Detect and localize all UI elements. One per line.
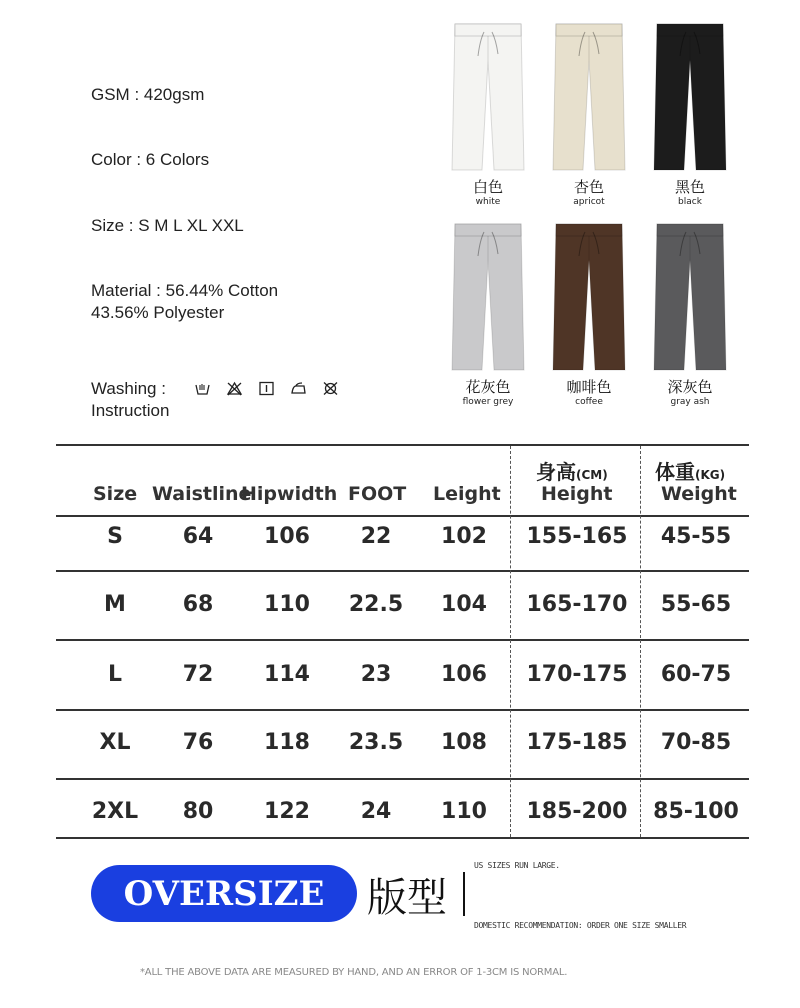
header-height-en: Height (541, 483, 613, 505)
spec-washing-line2: Instruction (91, 401, 170, 420)
color-name-zh: 深灰色 (667, 378, 713, 396)
color-swatch (650, 220, 730, 407)
header-hipwidth: Hipwidth (241, 483, 338, 505)
header-leight: Leight (433, 483, 501, 505)
spec-washing-line1: Washing : (91, 379, 166, 398)
spec-size: Size : S M L XL XXL (91, 216, 244, 235)
table-cell: 165-170 (526, 592, 628, 617)
header-size: Size (93, 483, 138, 505)
table-cell: 76 (182, 730, 214, 755)
spec-color: Color : 6 Colors (91, 150, 210, 169)
color-swatch (448, 20, 528, 207)
header-waistline: Waistline (152, 483, 252, 505)
table-column-divider (640, 446, 641, 837)
color-swatch (650, 20, 730, 207)
spec-material-line1: Material : 56.44% Cotton (91, 281, 279, 300)
fit-divider (463, 872, 465, 916)
color-name-en: apricot (573, 197, 605, 207)
no-bleach-icon (226, 381, 243, 396)
oversize-badge: OVERSIZE (91, 865, 357, 922)
size-table (56, 444, 749, 840)
table-cell: 114 (264, 662, 310, 687)
table-cell: 55-65 (660, 592, 732, 617)
table-cell: 68 (182, 592, 214, 617)
size-cell: S (107, 524, 123, 549)
pants-image (448, 220, 528, 372)
table-cell: 22.5 (348, 592, 404, 617)
size-cell: 2XL (91, 799, 139, 824)
footer-note: *ALL THE ABOVE DATA ARE MEASURED BY HAND, AND AN ERROR OF 1-3CM IS NORMAL. (140, 967, 568, 978)
table-cell: 23 (360, 662, 392, 687)
size-cell: M (104, 592, 126, 617)
color-swatch (549, 20, 629, 207)
spec-washing (91, 378, 169, 422)
pants-image (549, 20, 629, 172)
table-cell: 108 (441, 730, 487, 755)
table-cell: 110 (264, 592, 310, 617)
table-cell: 23.5 (348, 730, 404, 755)
table-cell: 24 (360, 799, 392, 824)
hand-wash-icon (194, 381, 211, 396)
table-cell: 70-85 (660, 730, 732, 755)
color-swatch (549, 220, 629, 407)
no-dry-clean-icon (322, 381, 339, 396)
table-cell: 102 (441, 524, 487, 549)
color-name-zh: 杏色 (573, 178, 604, 196)
table-column-divider (510, 446, 511, 837)
table-cell: 175-185 (526, 730, 628, 755)
table-row-divider (56, 639, 749, 641)
color-name-en: flower grey (462, 397, 514, 407)
size-cell: L (107, 662, 123, 687)
table-cell: 22 (360, 524, 392, 549)
pants-image (650, 220, 730, 372)
table-top-border (56, 444, 749, 446)
table-cell: 118 (264, 730, 310, 755)
tumble-dry-icon (258, 381, 275, 396)
table-cell: 80 (182, 799, 214, 824)
fit-label-zh: 版型 (367, 875, 447, 921)
table-cell: 122 (264, 799, 310, 824)
color-name-zh: 咖啡色 (566, 378, 612, 396)
table-row-divider (56, 778, 749, 780)
color-name-en: white (475, 197, 501, 207)
pants-image (549, 220, 629, 372)
spec-material-line2: 43.56% Polyester (91, 303, 225, 322)
color-name-zh: 黑色 (674, 178, 705, 196)
note-domestic: DOMESTIC RECOMMENDATION: ORDER ONE SIZE SMALLER (474, 921, 687, 930)
color-name-zh: 花灰色 (465, 378, 511, 396)
table-cell: 185-200 (526, 799, 628, 824)
pants-image (448, 20, 528, 172)
header-weight-en: Weight (661, 483, 737, 505)
table-cell: 104 (441, 592, 487, 617)
pants-image (650, 20, 730, 172)
color-name-zh: 白色 (472, 178, 503, 196)
table-cell: 72 (182, 662, 214, 687)
table-cell: 170-175 (526, 662, 628, 687)
table-row-divider (56, 709, 749, 711)
table-cell: 155-165 (526, 524, 628, 549)
spec-material (91, 280, 278, 324)
color-name-en: coffee (575, 397, 603, 407)
header-height-zh: 身高(CM) (536, 460, 608, 484)
table-cell: 106 (264, 524, 310, 549)
color-name-en: gray ash (670, 397, 710, 407)
table-cell: 45-55 (660, 524, 732, 549)
spec-gsm: GSM : 420gsm (91, 85, 205, 104)
note-us-sizes: US SIZES RUN LARGE. (474, 861, 560, 870)
size-cell: XL (99, 730, 131, 755)
table-row-divider (56, 515, 749, 517)
table-cell: 64 (182, 524, 214, 549)
table-cell: 85-100 (653, 799, 739, 824)
table-bottom-border (56, 837, 749, 839)
table-cell: 60-75 (660, 662, 732, 687)
header-weight-zh: 体重(KG) (655, 460, 726, 484)
table-cell: 110 (441, 799, 487, 824)
table-row-divider (56, 570, 749, 572)
color-swatch (448, 220, 528, 407)
wash-icons (194, 381, 339, 396)
header-foot: FOOT (348, 483, 407, 505)
iron-icon (290, 381, 307, 396)
color-name-en: black (678, 197, 702, 207)
table-cell: 106 (441, 662, 487, 687)
